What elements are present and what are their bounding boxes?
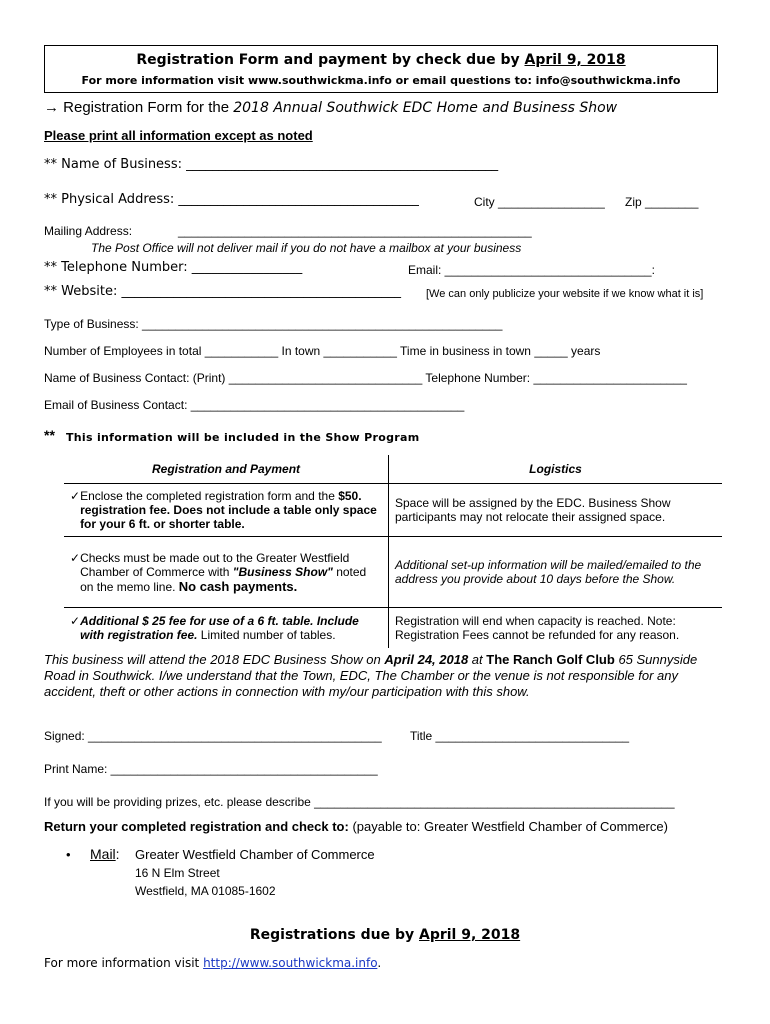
print-note: Please print all information except as noted [44, 128, 313, 143]
table-header-registration: Registration and Payment [64, 455, 389, 484]
title-field[interactable]: Title _____________________________ [410, 729, 630, 743]
table-row: ✓ Enclose the completed registration form and the $50. registration fee. Does not include a table only space for your 6 ft. or shorter table. Space will be assigned by the EDC. Business Show participants may not relocate their assigned space. [64, 484, 722, 537]
header-due-date: April 9, 2018 [524, 52, 626, 68]
checkmark-icon: ✓ [70, 489, 81, 503]
website-note: [We can only publicize your website if we know what it is] [426, 288, 704, 300]
table-row: ✓ Additional $ 25 fee for use of a 6 ft. table. Include with registration fee. Limited number of tables. Registration will end when capacity is reached. Note: Registration Fees cannot be refunded for any reason. [64, 608, 722, 649]
attendance-statement: This business will attend the 2018 EDC Business Show on April 24, 2018 at The Ranch Golf Club 65 Sunnyside Road in Southwick. I/we understand that the Town, EDC, The Chamber or the venue is not responsible for any accident, theft or other actions in connection with my/our participation with this show. [44, 652, 698, 699]
program-note: This information will be included in the Show Program [66, 431, 420, 444]
mail-street: 16 N Elm Street [135, 866, 220, 880]
type-of-business-field[interactable]: Type of Business: ______________________________________________________ [44, 317, 503, 331]
logistics-cell: Additional set-up information will be mailed/emailed to the address you provide about 10 days before the Show. [389, 537, 723, 608]
return-instructions: Return your completed registration and check to: (payable to: Greater Westfield Chamber of Commerce) [44, 819, 668, 834]
telephone-field[interactable]: ** Telephone Number: _________________ [44, 260, 303, 275]
header-title: Registration Form and payment by check due by April 9, 2018 [136, 52, 626, 68]
registrations-due: Registrations due by April 9, 2018 [249, 927, 521, 943]
contact-email-field[interactable]: Email of Business Contact: _________________________________________ [44, 398, 465, 412]
header-subtitle: For more information visit www.southwickma.info or email questions to: info@southwickma.info [81, 74, 681, 87]
registration-form-line: → Registration Form for the 2018 Annual Southwick EDC Home and Business Show [44, 99, 618, 116]
registration-logistics-table [64, 455, 722, 648]
checkmark-icon: ✓ [70, 550, 81, 565]
employees-field[interactable]: Number of Employees in total ___________ In town ___________ Time in business in town _____ years [44, 344, 601, 358]
mail-label: Mail: [90, 846, 120, 862]
zip-field[interactable]: Zip ________ [625, 195, 699, 209]
mail-org: Greater Westfield Chamber of Commerce [135, 847, 375, 862]
program-note-stars: ** [44, 427, 55, 443]
table-row: ✓ Checks must be made out to the Greater Westfield Chamber of Commerce with "Business Show" noted on the memo line. No cash payments. Additional set-up information will be mailed/emailed to the address you provide about 10 days before the Show. [64, 537, 722, 608]
checkmark-icon: ✓ [70, 614, 81, 628]
footer-info: For more information visit http://www.southwickma.info. [44, 956, 382, 970]
post-office-note: The Post Office will not deliver mail if you do not have a mailbox at your business [91, 241, 522, 255]
print-name-field[interactable]: Print Name: ________________________________________ [44, 762, 378, 776]
event-name: 2018 Annual Southwick EDC Home and Business Show [233, 100, 618, 116]
mailing-address-label: Mailing Address: [44, 224, 133, 238]
business-name-field[interactable]: ** Name of Business: ________________________________________________ [44, 157, 499, 172]
mail-bullet: • [66, 847, 71, 862]
website-link[interactable]: http://www.southwickma.info [203, 956, 378, 970]
signed-field[interactable]: Signed: ____________________________________________ [44, 729, 382, 743]
mailing-address-field[interactable]: _____________________________________________________ [178, 224, 532, 238]
table-header-logistics: Logistics [529, 462, 582, 476]
logistics-cell: Space will be assigned by the EDC. Business Show participants may not relocate their assigned space. [389, 484, 723, 537]
website-field[interactable]: ** Website: ___________________________________________ [44, 284, 401, 299]
prizes-field[interactable]: If you will be providing prizes, etc. please describe ______________________________________________________ [44, 795, 675, 809]
logistics-cell: Registration will end when capacity is reached. Note: Registration Fees cannot be refunded for any reason. [389, 608, 723, 649]
city-field[interactable]: City ________________ [474, 195, 605, 209]
email-field[interactable]: Email: _______________________________: [408, 263, 655, 277]
business-contact-field[interactable]: Name of Business Contact: (Print) _____________________________ Telephone Number: _______________________ [44, 371, 687, 385]
header-box [44, 45, 718, 93]
physical-address-field[interactable]: ** Physical Address: _____________________________________ [44, 192, 419, 207]
mail-city: Westfield, MA 01085-1602 [135, 884, 276, 898]
